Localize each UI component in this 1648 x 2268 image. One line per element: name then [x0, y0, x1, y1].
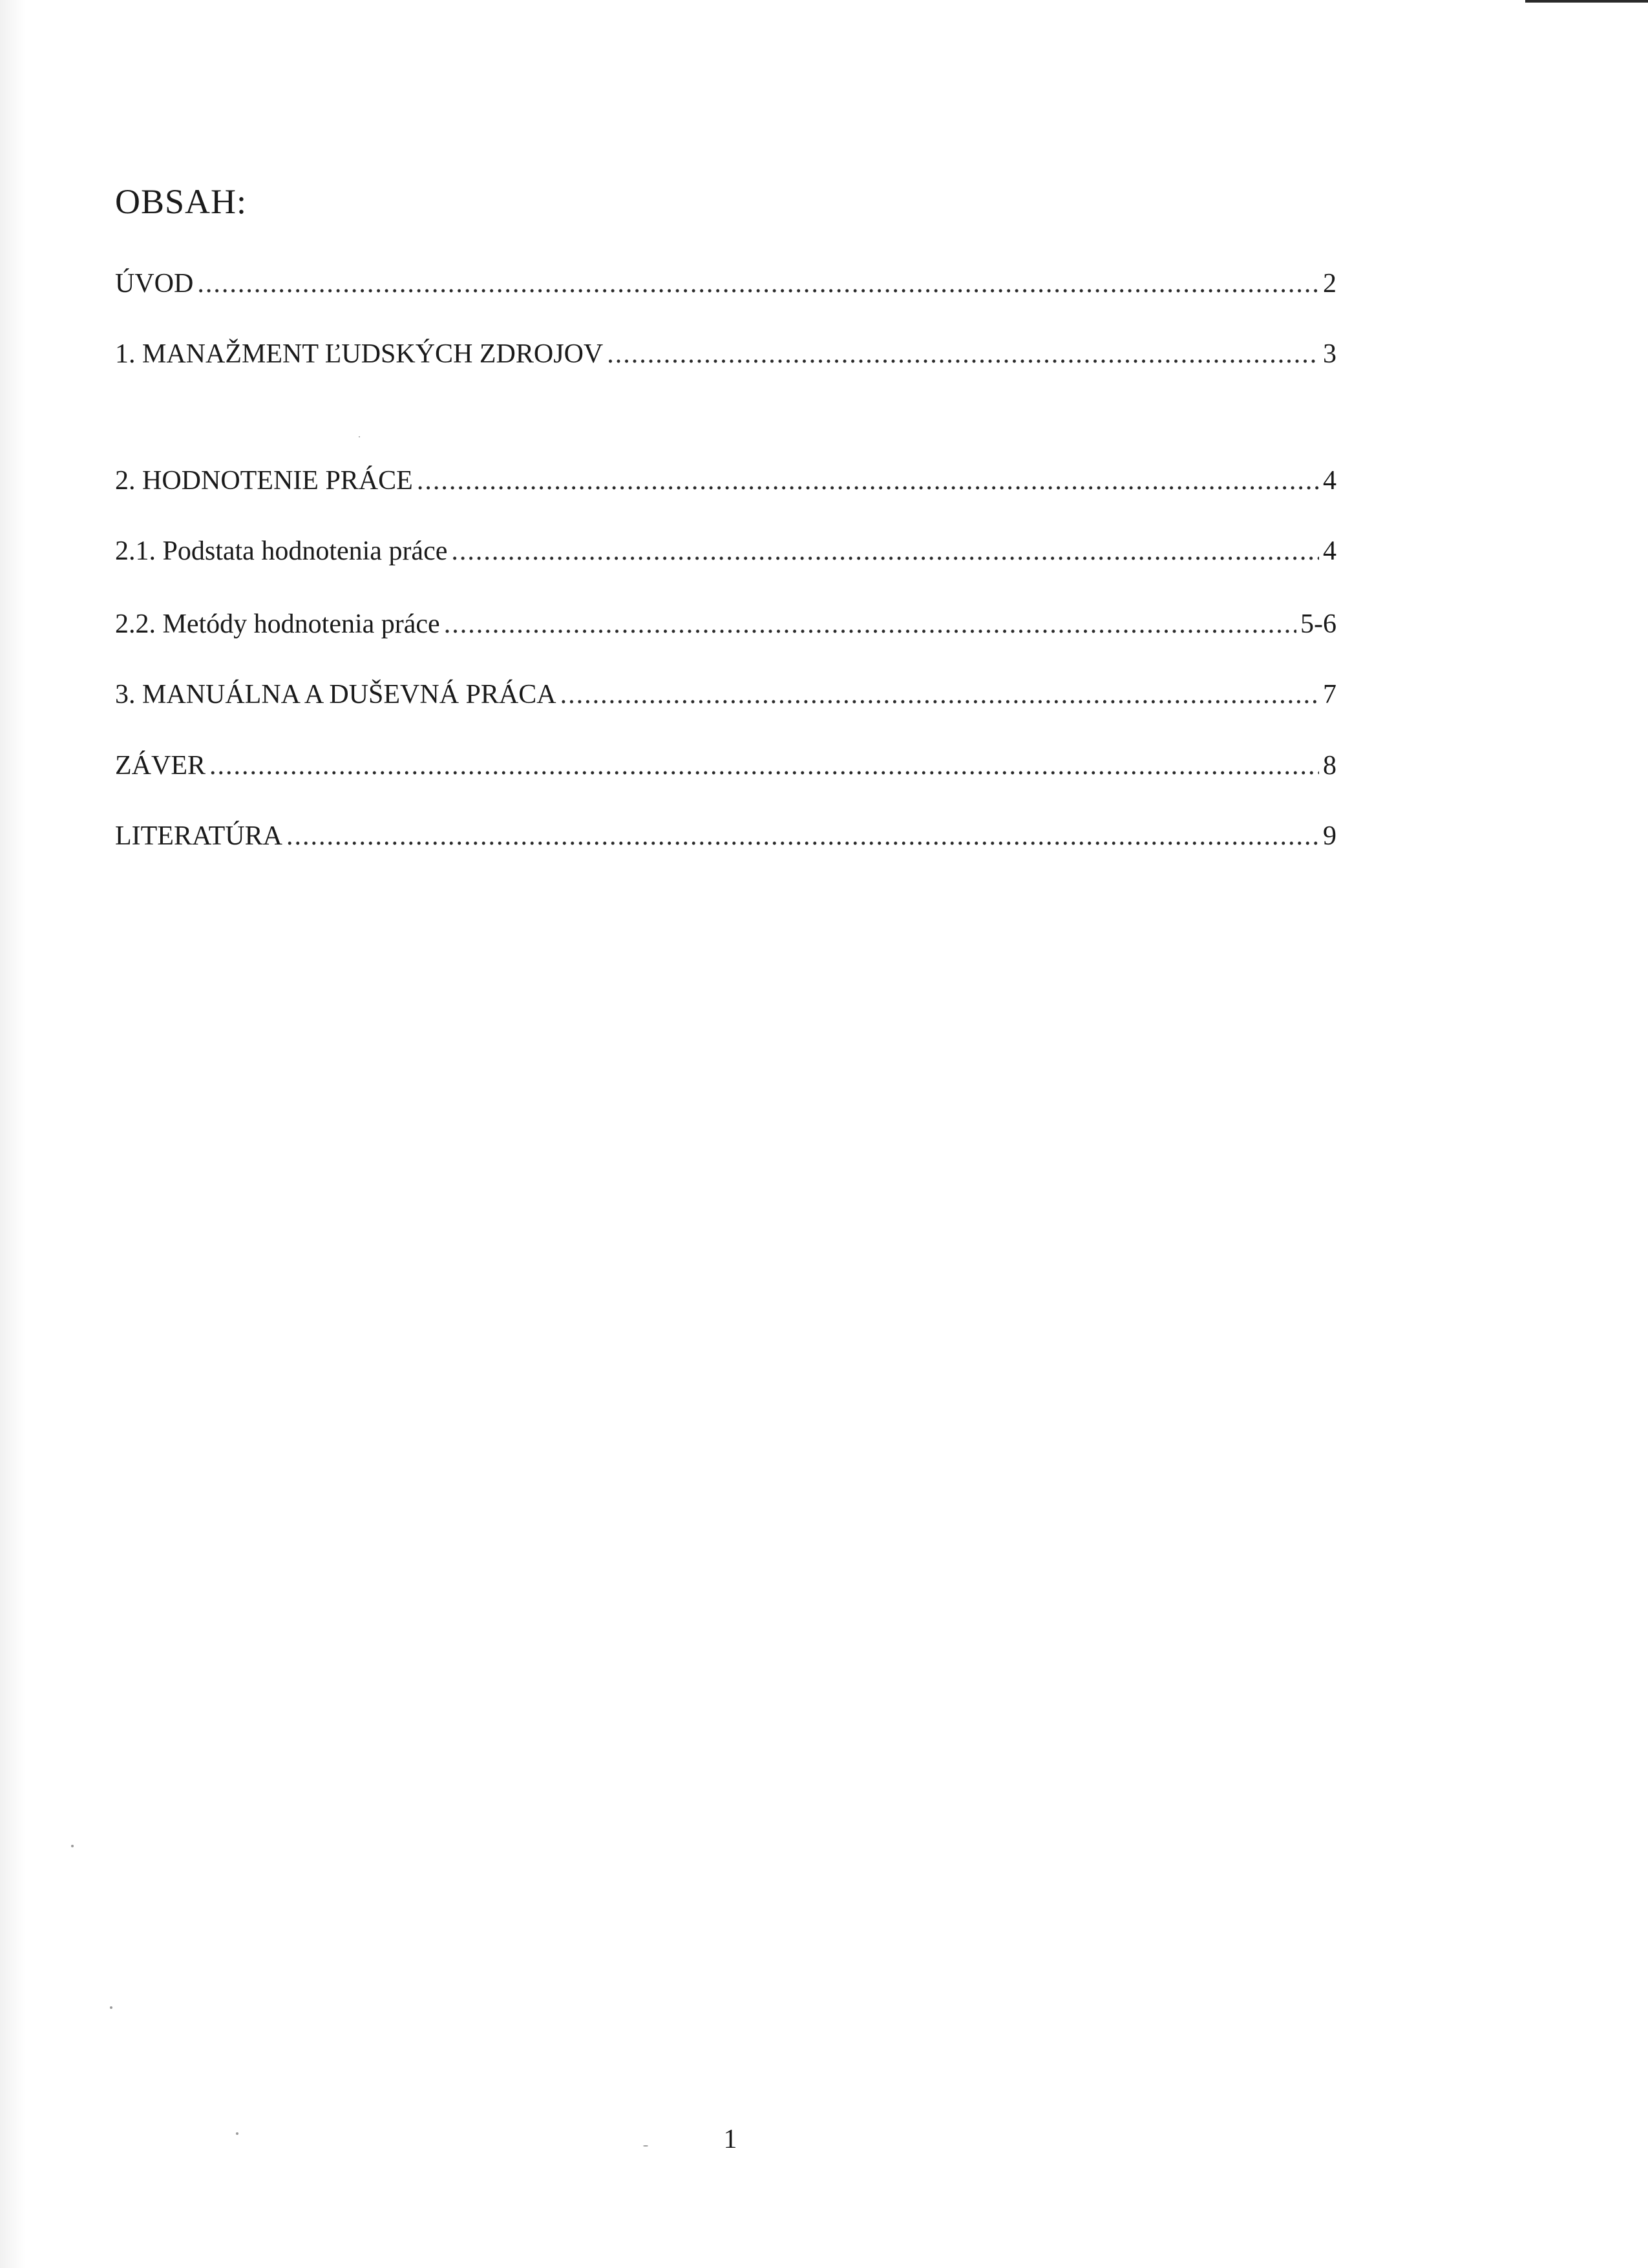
toc-entry-label: ÚVOD: [115, 269, 194, 299]
toc-entry: [115, 467, 1336, 494]
scan-speck: [359, 436, 360, 437]
toc-entry-page: 2: [1323, 269, 1336, 299]
toc-dot-leader: [560, 681, 1319, 708]
toc-entry: [115, 681, 1336, 708]
toc-entry: [115, 611, 1336, 638]
scan-edge-shadow: [0, 0, 26, 2268]
toc-entry-page: 9: [1323, 821, 1336, 851]
toc-dot-leader: [607, 341, 1319, 368]
scan-corner-mark: [1525, 0, 1648, 3]
toc-dot-leader: [451, 538, 1319, 565]
toc-entry: [115, 823, 1336, 850]
toc-entry-label: 1. MANAŽMENT ĽUDSKÝCH ZDROJOV: [115, 339, 604, 369]
toc-dot-leader: [209, 752, 1319, 779]
toc-heading: OBSAH:: [115, 182, 248, 221]
toc-dot-leader: [417, 467, 1319, 494]
toc-entry: [115, 538, 1336, 565]
toc-entry-label: 2.1. Podstata hodnotenia práce: [115, 536, 448, 566]
toc-entry-label: 2. HODNOTENIE PRÁCE: [115, 466, 413, 496]
toc-entry: [115, 752, 1336, 779]
scan-speck: [643, 2145, 648, 2147]
toc-entry: [115, 270, 1336, 297]
toc-dot-leader: [444, 611, 1296, 638]
toc-entry-label: LITERATÚRA: [115, 821, 282, 851]
scan-speck: [236, 2132, 238, 2135]
toc-entry-page: 3: [1323, 339, 1336, 369]
toc-entry-page: 8: [1323, 751, 1336, 781]
page-number: 1: [723, 2125, 737, 2154]
toc-entry-page: 5-6: [1300, 609, 1336, 639]
toc-dot-leader: [286, 823, 1319, 850]
toc-dot-leader: [197, 270, 1319, 297]
toc-entry: [115, 341, 1336, 368]
toc-entry-label: ZÁVER: [115, 751, 206, 781]
scan-speck: [71, 1845, 74, 1847]
toc-entry-page: 4: [1323, 536, 1336, 566]
toc-entry-page: 7: [1323, 680, 1336, 709]
toc-entry-label: 3. MANUÁLNA A DUŠEVNÁ PRÁCA: [115, 680, 556, 709]
scan-speck: [110, 2006, 112, 2009]
toc-entry-label: 2.2. Metódy hodnotenia práce: [115, 609, 440, 639]
toc-entry-page: 4: [1323, 466, 1336, 496]
